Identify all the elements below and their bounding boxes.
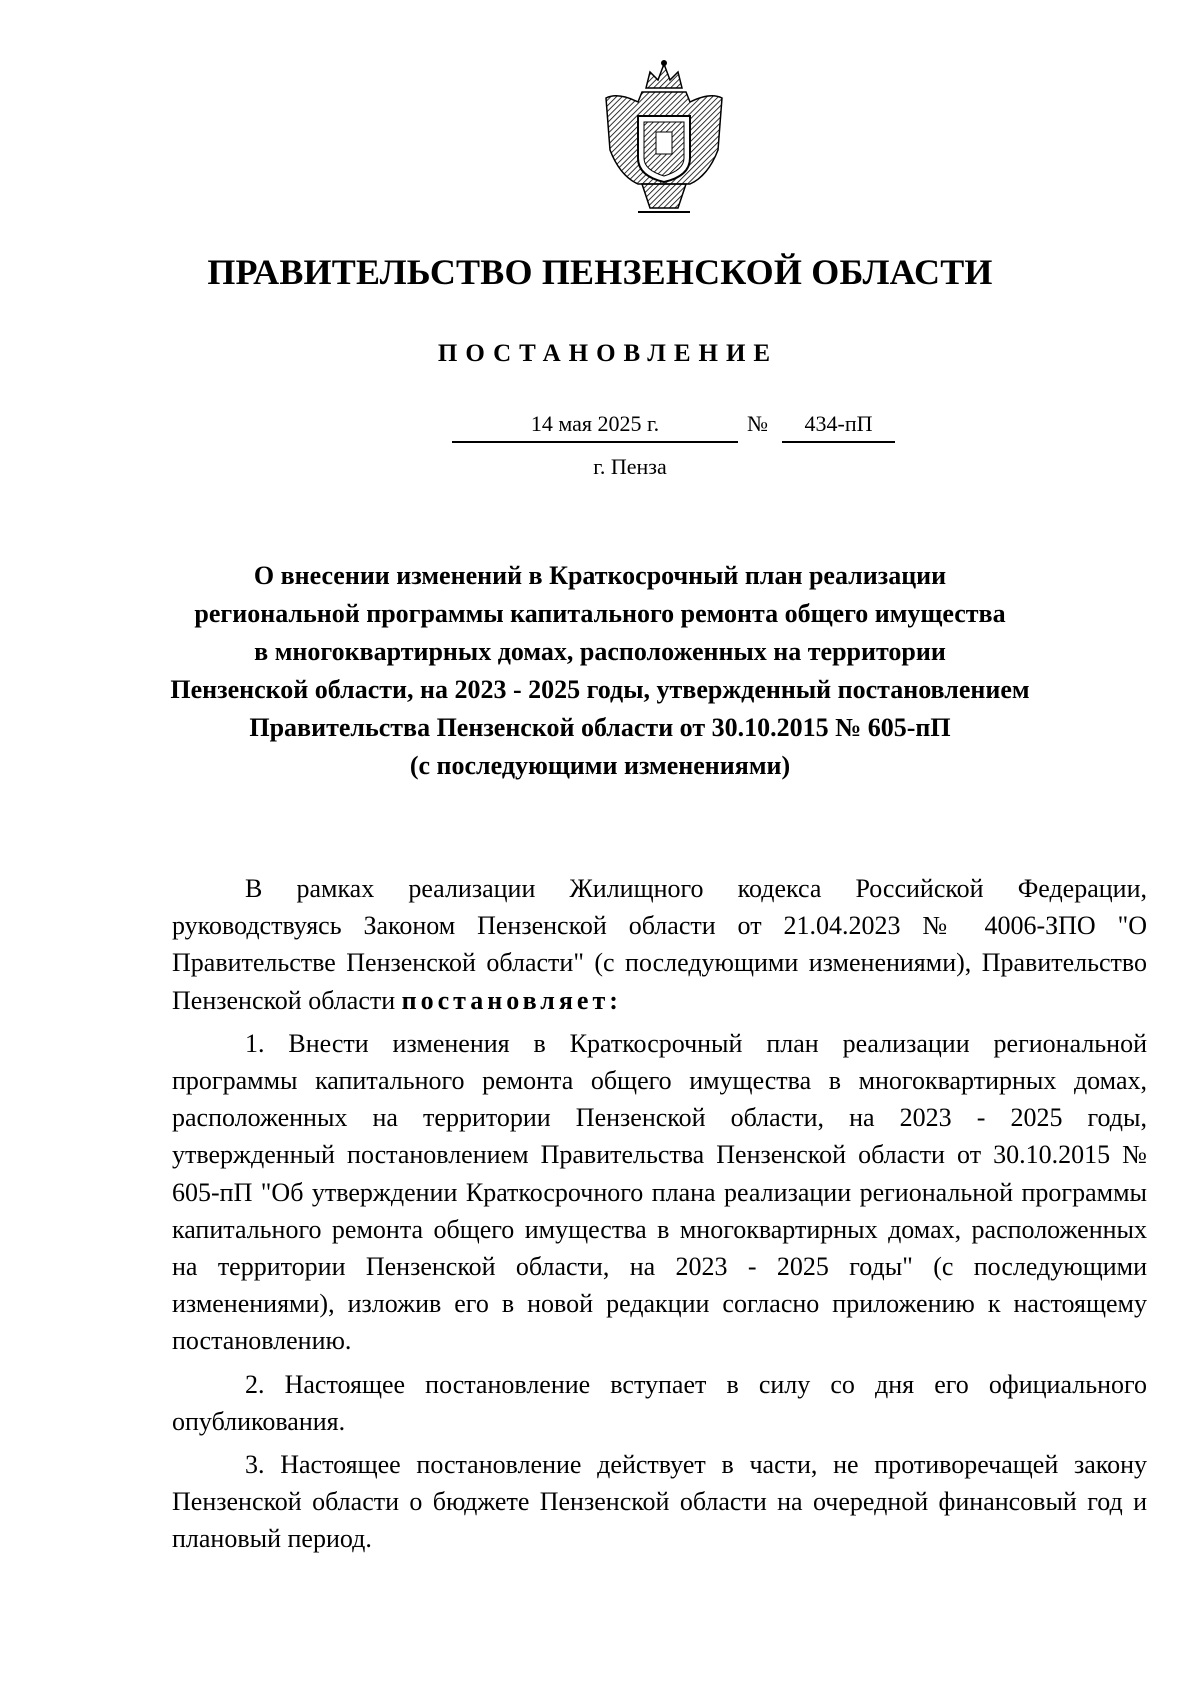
subject-line: региональной программы капитального ремонта общего имущества [194,599,1006,628]
subject-line: в многоквартирных домах, расположенных на территории [254,637,946,666]
item-paragraph: 3. Настоящее постановление действует в части, не противоречащей закону Пензенской области о бюджете Пензенской области на очередной финансовый год и плановый период. [172,1450,1147,1554]
preamble-paragraph [172,870,1147,1019]
subject-line: Пензенской области, на 2023 - 2025 годы, утвержденный постановлением [170,675,1030,704]
document-city: г. Пенза [593,454,667,479]
item-paragraph: 1. Внести изменения в Краткосрочный план реализации региональной программы капитального ремонта общего имущества в многоквартирных домах, расположенных на территории Пензенской области, на 2023 - 2025 годы, утвержденный постановлением Правительства Пензенской области от 30.10.2015 № 605-пП "Об утверждении Краткосрочного плана реализации региональной программы капитального ремонта общего имущества в многоквартирных домах, расположенных на территории Пензенской области, на 2023 - 2025 годы" (с последующими изменениями), изложив его в новой редакции согласно приложению к настоящему постановлению. [172,1028,1147,1356]
document-date: 14 мая 2025 г. [452,408,738,443]
document-type: ПОСТАНОВЛЕНИЕ [437,340,779,367]
document-body [172,870,1147,1564]
document-subject [150,557,1050,785]
subject-line: О внесении изменений в Краткосрочный план реализации [253,561,947,590]
resolves-word: постановляет: [401,985,622,1015]
document-number: 434-пП [782,408,895,443]
subject-line: (с последующими изменениями) [409,751,791,780]
preamble-text: В рамках реализации Жилищного кодекса Российской Федерации, руководствуясь Законом Пензенской области от 21.04.2023 № 4006-ЗПО "О Правительстве Пензенской области" (с последующими изменениями), Правительство Пензенской области [172,874,1147,1015]
number-sign: № [747,411,768,436]
government-name: ПРАВИТЕЛЬСТВО ПЕНЗЕНСКОЙ ОБЛАСТИ [207,252,993,292]
subject-line: Правительства Пензенской области от 30.10.2015 № 605-пП [249,713,951,742]
item-paragraph: 2. Настоящее постановление вступает в силу со дня его официального опубликования. [172,1369,1147,1436]
coat-of-arms-icon [598,58,730,216]
